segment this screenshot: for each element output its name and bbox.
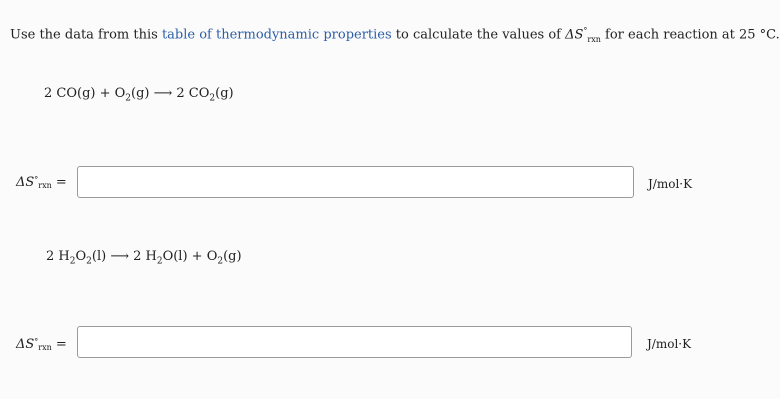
answer-2-input[interactable] xyxy=(77,326,632,358)
answer-1-rxn: rxn xyxy=(38,181,52,190)
reaction-2-part: (g) xyxy=(223,249,242,264)
reaction-1-subscript: 2 xyxy=(125,93,132,104)
reaction-1-part: (g) ⟶ 2 CO xyxy=(131,86,210,101)
answer-2-equals: = xyxy=(51,337,67,352)
reaction-2-subscript: 2 xyxy=(156,256,163,267)
answer-1-unit: J/mol·K xyxy=(648,177,693,191)
answer-1-equals: = xyxy=(51,175,67,190)
reaction-2-subscript: 2 xyxy=(69,256,76,267)
reaction-2-part: 2 H xyxy=(46,249,70,264)
reaction-2-part: O xyxy=(75,249,87,264)
prompt-delta-s: ΔS xyxy=(565,27,584,43)
answer-1-input[interactable] xyxy=(77,166,634,198)
prompt-rxn: rxn xyxy=(587,34,601,44)
reaction-2-part: (l) ⟶ 2 H xyxy=(91,249,157,264)
reaction-2-subscript: 2 xyxy=(217,256,224,267)
prompt-text-start: Use the data from this xyxy=(10,27,162,43)
prompt-degree: ° xyxy=(583,26,588,35)
answer-2-unit: J/mol·K xyxy=(647,337,692,351)
reaction-1-part: (g) xyxy=(215,86,234,101)
reaction-2-subscript: 2 xyxy=(86,256,92,267)
reaction-2-equation xyxy=(46,249,242,267)
reaction-1-part: 2 CO(g) + O xyxy=(44,86,126,101)
prompt-text-middle: to calculate the values of xyxy=(391,27,566,43)
answer-2-label xyxy=(16,337,67,352)
reaction-1-equation xyxy=(44,86,234,104)
answer-1-degree: ° xyxy=(34,175,39,184)
reaction-2-part: O(l) + O xyxy=(162,249,218,264)
question-prompt xyxy=(10,26,780,44)
prompt-text-end: for each reaction at 25 °C. xyxy=(600,27,780,43)
answer-2-degree: ° xyxy=(34,337,39,346)
answer-1-label xyxy=(16,175,67,190)
answer-2-delta-s: ΔS xyxy=(16,337,35,352)
answer-2-rxn: rxn xyxy=(38,343,52,352)
answer-1-delta-s: ΔS xyxy=(16,175,35,190)
reaction-1-subscript: 2 xyxy=(209,93,216,104)
thermodynamic-table-link[interactable]: table of thermodynamic properties xyxy=(161,27,392,43)
